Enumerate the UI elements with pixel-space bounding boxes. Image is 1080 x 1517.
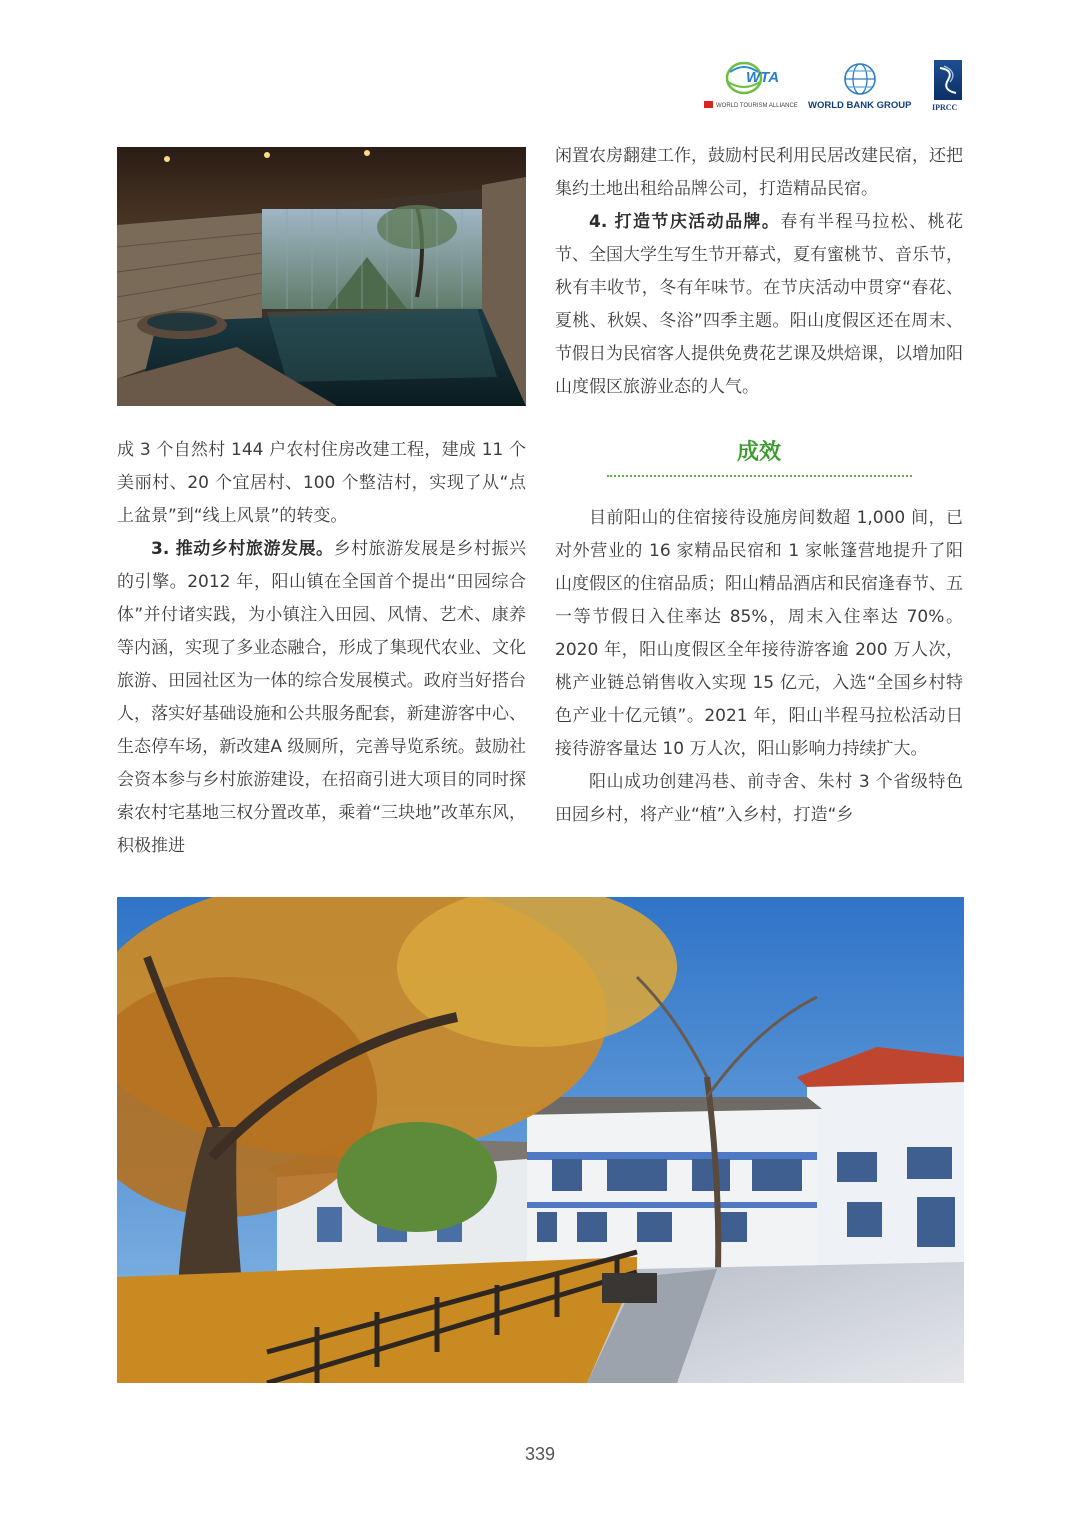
paragraph-body: 乡村旅游发展是乡村振兴的引擎。2012 年，阳山镇在全国首个提出“田园综合体”并付诸实践，为小镇注入田园、风情、艺术、康养等内涵，实现了多业态融合，形成了集现代农业、文化旅游、田园社区为一体的综合发展模式。政府当好搭台人，落实好基础设施和公共服务配套，新建游客中心、生态停车场，新改建A 级厕所，完善导览系统。鼓励社会资本参与乡村旅游建设，在招商引进大项目的同时探索农村宅基地三权分置改革，乘着“三块地”改革东风，积极推进 xyxy=(117,539,526,856)
world-bank-logo xyxy=(806,58,916,114)
header-logos xyxy=(700,58,970,118)
indoor-pool-photo xyxy=(117,147,526,406)
page-number: 339 xyxy=(524,1444,556,1464)
paragraph-body: 春有半程马拉松、桃花节、全国大学生写生节开幕式，夏有蜜桃节、音乐节，秋有丰收节，冬有年味节。在节庆活动中贯穿“春花、夏桃、秋娱、冬浴”四季主题。阳山度假区还在周末、节假日为民宿客人提供免费花艺课及烘焙课，以增加阳山度假区旅游业态的人气。 xyxy=(555,212,963,397)
wta-globe-icon xyxy=(722,60,782,96)
iprcc-caption: IPRCC xyxy=(932,103,958,112)
right-column-top xyxy=(555,140,963,404)
paragraph: 目前阳山的住宿接待设施房间数超 1,000 间，已对外营业的 16 家精品民宿和 1 家帐篷营地提升了阳山度假区的住宿品质；阳山精品酒店和民宿逢春节、五一等节假日入住率达 85%，周末入住率达 70%。2020 年，阳山度假区全年接待游客逾 200 万人次，桃产业链总销售收入实现 15 亿元，入选“全国乡村特色产业十亿元镇”。2021 年，阳山半程马拉松活动日接待游客量达 10 万人次，阳山影响力持续扩大。 xyxy=(555,508,963,759)
paragraph: 成 3 个自然村 144 户农村住房改建工程，建成 11 个美丽村、20 个宜居村、100 个整洁村，实现了从“点上盆景”到“线上风景”的转变。 xyxy=(117,440,526,526)
world-bank-caption: WORLD BANK GROUP xyxy=(808,100,912,111)
iprcc-emblem-icon xyxy=(934,60,962,100)
section-heading xyxy=(555,437,963,477)
left-column xyxy=(117,434,526,863)
paragraph-lead: 4. 打造节庆活动品牌。 xyxy=(589,212,781,232)
wta-caption: WORLD TOURISM ALLIANCE xyxy=(704,101,798,109)
section-divider xyxy=(607,475,912,477)
section-title: 成效 xyxy=(736,440,781,465)
right-column-bottom xyxy=(555,502,963,832)
village-autumn-photo xyxy=(117,897,964,1383)
paragraph: 阳山成功创建冯巷、前寺舍、朱村 3 个省级特色田园乡村，将产业“植”入乡村，打造“乡 xyxy=(555,772,963,825)
paragraph-lead: 3. 推动乡村旅游发展。 xyxy=(151,539,334,559)
iprcc-logo xyxy=(932,58,966,114)
paragraph xyxy=(117,533,526,863)
wta-logo xyxy=(700,58,798,114)
world-bank-globe-icon xyxy=(842,62,878,96)
paragraph xyxy=(555,206,963,404)
paragraph: 闲置农房翻建工作，鼓励村民利用民居改建民宿，还把集约土地出租给品牌公司，打造精品民宿。 xyxy=(555,146,963,199)
svg-text:WTA: WTA xyxy=(746,69,780,86)
